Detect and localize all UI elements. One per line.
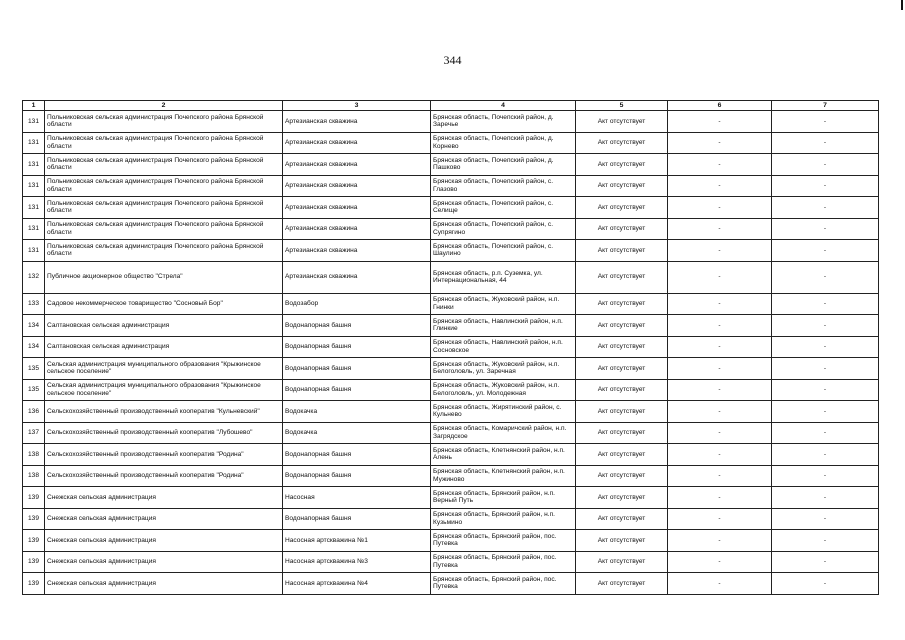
organization-cell: Польниковская сельская администрация Почепского района Брянской области bbox=[45, 132, 283, 154]
organization-cell: Польниковская сельская администрация Почепского района Брянской области bbox=[45, 175, 283, 197]
address-cell: Брянская область, Клетнянский район, н.п. Алень bbox=[431, 444, 576, 466]
object-cell: Водонапорная башня bbox=[283, 336, 431, 358]
address-cell: Брянская область, Почепский район, д. Пашково bbox=[431, 154, 576, 176]
organization-cell: Публичное акционерное общество "Стрела" bbox=[45, 261, 283, 293]
address-cell: Брянская область, Навлинский район, н.п. Сосновское bbox=[431, 336, 576, 358]
table-body bbox=[23, 111, 879, 595]
column-7-cell: - bbox=[772, 401, 879, 423]
address-cell: Брянская область, Жуковский район, н.п. Гнинки bbox=[431, 293, 576, 315]
address-cell: Брянская область, Почепский район, д. Заречье bbox=[431, 111, 576, 133]
organization-cell: Снежская сельская администрация bbox=[45, 573, 283, 595]
act-status-cell: Акт отсутствует bbox=[576, 401, 668, 423]
organization-cell: Польниковская сельская администрация Почепского района Брянской области bbox=[45, 218, 283, 240]
address-cell: Брянская область, Почепский район, с. Селище bbox=[431, 197, 576, 219]
row-number-cell: 139 bbox=[23, 530, 45, 552]
table-row bbox=[23, 240, 879, 262]
act-status-cell: Акт отсутствует bbox=[576, 293, 668, 315]
organization-cell: Польниковская сельская администрация Почепского района Брянской области bbox=[45, 111, 283, 133]
row-number-cell: 131 bbox=[23, 218, 45, 240]
row-number-cell: 131 bbox=[23, 132, 45, 154]
header-row bbox=[23, 101, 879, 111]
table-header bbox=[23, 101, 879, 111]
organization-cell: Снежская сельская администрация bbox=[45, 487, 283, 509]
column-6-cell: - bbox=[668, 197, 772, 219]
row-number-cell: 131 bbox=[23, 175, 45, 197]
organization-cell: Польниковская сельская администрация Почепского района Брянской области bbox=[45, 154, 283, 176]
organization-cell: Снежская сельская администрация bbox=[45, 551, 283, 573]
table-row bbox=[23, 293, 879, 315]
column-7-cell: - bbox=[772, 487, 879, 509]
organization-cell: Сельскохозяйственный производственный кооператив "Родина" bbox=[45, 444, 283, 466]
table-row bbox=[23, 315, 879, 337]
column-6-cell: - bbox=[668, 315, 772, 337]
row-number-cell: 134 bbox=[23, 315, 45, 337]
object-cell: Водонапорная башня bbox=[283, 379, 431, 401]
column-header-7: 7 bbox=[772, 101, 879, 111]
address-cell: Брянская область, Брянский район, пос. Путевка bbox=[431, 551, 576, 573]
address-cell: Брянская область, р.п. Суземка, ул. Интернациональная, 44 bbox=[431, 261, 576, 293]
column-7-cell: - bbox=[772, 508, 879, 530]
column-6-cell: - bbox=[668, 444, 772, 466]
address-cell: Брянская область, Почепский район, с. Глазово bbox=[431, 175, 576, 197]
column-7-cell: - bbox=[772, 175, 879, 197]
row-number-cell: 139 bbox=[23, 487, 45, 509]
address-cell: Брянская область, Брянский район, пос. Путевка bbox=[431, 573, 576, 595]
object-cell: Артезианская скважина bbox=[283, 240, 431, 262]
table-row bbox=[23, 401, 879, 423]
row-number-cell: 135 bbox=[23, 379, 45, 401]
object-cell: Водонапорная башня bbox=[283, 358, 431, 380]
organization-cell: Сельскохозяйственный производственный кооператив "Родина" bbox=[45, 465, 283, 487]
act-status-cell: Акт отсутствует bbox=[576, 175, 668, 197]
row-number-cell: 137 bbox=[23, 422, 45, 444]
table-row bbox=[23, 487, 879, 509]
address-cell: Брянская область, Почепский район, с. Супрягино bbox=[431, 218, 576, 240]
column-7-cell: - bbox=[772, 573, 879, 595]
row-number-cell: 131 bbox=[23, 111, 45, 133]
address-cell: Брянская область, Почепский район, д. Корнево bbox=[431, 132, 576, 154]
act-status-cell: Акт отсутствует bbox=[576, 465, 668, 487]
organization-cell: Салтановская сельская администрация bbox=[45, 315, 283, 337]
column-6-cell: - bbox=[668, 530, 772, 552]
object-cell: Водонапорная башня bbox=[283, 465, 431, 487]
page-number: 344 bbox=[443, 53, 462, 67]
row-number-cell: 139 bbox=[23, 573, 45, 595]
row-number-cell: 134 bbox=[23, 336, 45, 358]
object-cell: Водонапорная башня bbox=[283, 444, 431, 466]
act-status-cell: Акт отсутствует bbox=[576, 573, 668, 595]
table-row bbox=[23, 465, 879, 487]
table-row bbox=[23, 154, 879, 176]
row-number-cell: 135 bbox=[23, 358, 45, 380]
row-number-cell: 131 bbox=[23, 197, 45, 219]
act-status-cell: Акт отсутствует bbox=[576, 197, 668, 219]
object-cell: Артезианская скважина bbox=[283, 175, 431, 197]
table-row bbox=[23, 111, 879, 133]
address-cell: Брянская область, Жуковский район, н.п. Белоголовль, ул. Заречная bbox=[431, 358, 576, 380]
table-row bbox=[23, 261, 879, 293]
table-row bbox=[23, 530, 879, 552]
address-cell: Брянская область, Брянский район, н.п. Верный Путь bbox=[431, 487, 576, 509]
column-7-cell: - bbox=[772, 261, 879, 293]
column-7-cell: - bbox=[772, 111, 879, 133]
column-header-1: 1 bbox=[23, 101, 45, 111]
table-row bbox=[23, 551, 879, 573]
column-6-cell: - bbox=[668, 218, 772, 240]
act-status-cell: Акт отсутствует bbox=[576, 551, 668, 573]
column-header-4: 4 bbox=[431, 101, 576, 111]
column-header-5: 5 bbox=[576, 101, 668, 111]
table-row bbox=[23, 336, 879, 358]
column-6-cell: - bbox=[668, 240, 772, 262]
table-row bbox=[23, 175, 879, 197]
column-7-cell: - bbox=[772, 422, 879, 444]
column-7-cell: - bbox=[772, 336, 879, 358]
column-header-3: 3 bbox=[283, 101, 431, 111]
table-row bbox=[23, 379, 879, 401]
organization-cell: Польниковская сельская администрация Почепского района Брянской области bbox=[45, 197, 283, 219]
organization-cell: Снежская сельская администрация bbox=[45, 508, 283, 530]
address-cell: Брянская область, Навлинский район, н.п. Глинкие bbox=[431, 315, 576, 337]
organization-cell: Сельская администрация муниципального образования "Крыжинское сельское поселение" bbox=[45, 379, 283, 401]
column-6-cell: - bbox=[668, 401, 772, 423]
object-cell: Водокачка bbox=[283, 401, 431, 423]
act-status-cell: Акт отсутствует bbox=[576, 154, 668, 176]
column-6-cell: - bbox=[668, 573, 772, 595]
table-row bbox=[23, 508, 879, 530]
column-7-cell: - bbox=[772, 465, 879, 487]
table-row bbox=[23, 444, 879, 466]
row-number-cell: 136 bbox=[23, 401, 45, 423]
object-cell: Водозабор bbox=[283, 293, 431, 315]
row-number-cell: 139 bbox=[23, 551, 45, 573]
organization-cell: Польниковская сельская администрация Почепского района Брянской области bbox=[45, 240, 283, 262]
object-cell: Насосная артскважина №1 bbox=[283, 530, 431, 552]
address-cell: Брянская область, Жирятинский район, с. Кульнево bbox=[431, 401, 576, 423]
column-6-cell: - bbox=[668, 551, 772, 573]
column-6-cell: - bbox=[668, 487, 772, 509]
organization-cell: Салтановская сельская администрация bbox=[45, 336, 283, 358]
act-status-cell: Акт отсутствует bbox=[576, 261, 668, 293]
organization-cell: Сельская администрация муниципального образования "Крыжинское сельское поселение" bbox=[45, 358, 283, 380]
column-7-cell: - bbox=[772, 379, 879, 401]
row-number-cell: 133 bbox=[23, 293, 45, 315]
column-6-cell: - bbox=[668, 261, 772, 293]
registry-table bbox=[22, 100, 879, 595]
object-cell: Водокачка bbox=[283, 422, 431, 444]
column-7-cell: - bbox=[772, 132, 879, 154]
address-cell: Брянская область, Брянский район, пос. Путевка bbox=[431, 530, 576, 552]
column-6-cell: - bbox=[668, 132, 772, 154]
row-number-cell: 131 bbox=[23, 154, 45, 176]
object-cell: Артезианская скважина bbox=[283, 154, 431, 176]
table-row bbox=[23, 358, 879, 380]
column-7-cell: - bbox=[772, 444, 879, 466]
row-number-cell: 132 bbox=[23, 261, 45, 293]
act-status-cell: Акт отсутствует bbox=[576, 132, 668, 154]
object-cell: Насосная артскважина №3 bbox=[283, 551, 431, 573]
address-cell: Брянская область, Комаричский район, н.п. Загрядское bbox=[431, 422, 576, 444]
act-status-cell: Акт отсутствует bbox=[576, 379, 668, 401]
table-row bbox=[23, 422, 879, 444]
act-status-cell: Акт отсутствует bbox=[576, 240, 668, 262]
organization-cell: Снежская сельская администрация bbox=[45, 530, 283, 552]
act-status-cell: Акт отсутствует bbox=[576, 444, 668, 466]
column-7-cell: - bbox=[772, 197, 879, 219]
act-status-cell: Акт отсутствует bbox=[576, 487, 668, 509]
organization-cell: Сельскохозяйственный производственный кооператив "Лубошево" bbox=[45, 422, 283, 444]
column-7-cell: - bbox=[772, 293, 879, 315]
object-cell: Насосная bbox=[283, 487, 431, 509]
row-number-cell: 131 bbox=[23, 240, 45, 262]
column-6-cell: - bbox=[668, 154, 772, 176]
act-status-cell: Акт отсутствует bbox=[576, 218, 668, 240]
table-row bbox=[23, 218, 879, 240]
object-cell: Артезианская скважина bbox=[283, 111, 431, 133]
column-6-cell: - bbox=[668, 336, 772, 358]
object-cell: Насосная артскважина №4 bbox=[283, 573, 431, 595]
act-status-cell: Акт отсутствует bbox=[576, 315, 668, 337]
object-cell: Артезианская скважина bbox=[283, 218, 431, 240]
act-status-cell: Акт отсутствует bbox=[576, 336, 668, 358]
object-cell: Водонапорная башня bbox=[283, 315, 431, 337]
column-6-cell: - bbox=[668, 465, 772, 487]
column-6-cell: - bbox=[668, 379, 772, 401]
act-status-cell: Акт отсутствует bbox=[576, 508, 668, 530]
column-7-cell: - bbox=[772, 551, 879, 573]
column-7-cell: - bbox=[772, 530, 879, 552]
table-row bbox=[23, 132, 879, 154]
organization-cell: Садовое некоммерческое товарищество "Сосновый Бор" bbox=[45, 293, 283, 315]
column-header-6: 6 bbox=[668, 101, 772, 111]
object-cell: Артезианская скважина bbox=[283, 261, 431, 293]
row-number-cell: 139 bbox=[23, 508, 45, 530]
act-status-cell: Акт отсутствует bbox=[576, 530, 668, 552]
column-7-cell: - bbox=[772, 358, 879, 380]
column-header-2: 2 bbox=[45, 101, 283, 111]
column-7-cell: - bbox=[772, 154, 879, 176]
object-cell: Артезианская скважина bbox=[283, 132, 431, 154]
act-status-cell: Акт отсутствует bbox=[576, 358, 668, 380]
column-6-cell: - bbox=[668, 175, 772, 197]
row-number-cell: 138 bbox=[23, 444, 45, 466]
organization-cell: Сельскохозяйственный производственный кооператив "Кульневский" bbox=[45, 401, 283, 423]
act-status-cell: Акт отсутствует bbox=[576, 422, 668, 444]
row-number-cell: 138 bbox=[23, 465, 45, 487]
column-7-cell: - bbox=[772, 240, 879, 262]
column-6-cell: - bbox=[668, 111, 772, 133]
address-cell: Брянская область, Жуковский район, н.п. Белоголовль, ул. Молодежная bbox=[431, 379, 576, 401]
column-6-cell: - bbox=[668, 358, 772, 380]
page-edge-mark bbox=[901, 0, 903, 10]
address-cell: Брянская область, Брянский район, н.п. Кузьмино bbox=[431, 508, 576, 530]
column-6-cell: - bbox=[668, 422, 772, 444]
column-6-cell: - bbox=[668, 293, 772, 315]
act-status-cell: Акт отсутствует bbox=[576, 111, 668, 133]
table-row bbox=[23, 197, 879, 219]
address-cell: Брянская область, Почепский район, с. Шаулино bbox=[431, 240, 576, 262]
column-7-cell: - bbox=[772, 315, 879, 337]
object-cell: Артезианская скважина bbox=[283, 197, 431, 219]
column-6-cell: - bbox=[668, 508, 772, 530]
object-cell: Водонапорная башня bbox=[283, 508, 431, 530]
table-row bbox=[23, 573, 879, 595]
column-7-cell: - bbox=[772, 218, 879, 240]
address-cell: Брянская область, Клетнянский район, н.п. Мужиново bbox=[431, 465, 576, 487]
